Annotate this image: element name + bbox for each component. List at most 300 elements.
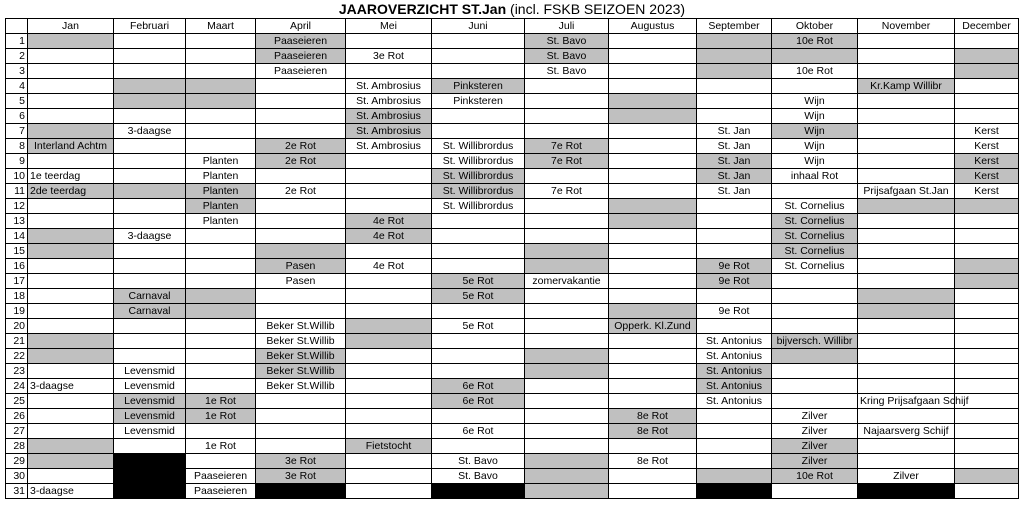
event-cell-september	[697, 49, 772, 64]
event-cell-oktober	[772, 49, 858, 64]
event-cell-maart	[186, 349, 256, 364]
month-header-jan: Jan	[28, 19, 114, 34]
event-cell-oktober: Zilver	[772, 409, 858, 424]
event-cell-september: St. Jan	[697, 124, 772, 139]
event-cell-oktober	[772, 349, 858, 364]
day-number: 23	[6, 364, 28, 379]
table-row	[6, 349, 1019, 364]
title-main: JAAROVERZICHT ST.Jan	[338, 1, 507, 17]
event-cell-februari	[114, 259, 186, 274]
month-header-november: November	[858, 19, 955, 34]
event-cell-september	[697, 109, 772, 124]
event-cell-december	[955, 274, 1019, 289]
event-cell-oktober: Wijn	[772, 109, 858, 124]
day-number: 28	[6, 439, 28, 454]
event-cell-mei	[346, 289, 432, 304]
day-number: 22	[6, 349, 28, 364]
event-cell-december	[955, 424, 1019, 439]
event-cell-december	[955, 439, 1019, 454]
event-cell-september: St. Jan	[697, 169, 772, 184]
table-row	[6, 214, 1019, 229]
event-cell-april: Beker St.Willib	[256, 334, 346, 349]
event-cell-februari: Levensmid	[114, 379, 186, 394]
table-row	[6, 229, 1019, 244]
event-cell-juni	[432, 259, 525, 274]
event-cell-mei	[346, 184, 432, 199]
event-cell-oktober	[772, 274, 858, 289]
event-cell-maart: Planten	[186, 214, 256, 229]
event-cell-juli	[525, 424, 609, 439]
event-cell-oktober: bijversch. Willibr	[772, 334, 858, 349]
event-cell-augustus: 8e Rot	[609, 424, 697, 439]
day-number: 3	[6, 64, 28, 79]
event-cell-maart	[186, 109, 256, 124]
event-cell-september	[697, 289, 772, 304]
table-row	[6, 424, 1019, 439]
event-cell-september	[697, 229, 772, 244]
event-cell-jan	[28, 259, 114, 274]
event-cell-maart	[186, 319, 256, 334]
day-number: 15	[6, 244, 28, 259]
event-cell-mei	[346, 394, 432, 409]
event-cell-jan	[28, 154, 114, 169]
day-number: 11	[6, 184, 28, 199]
event-cell-april	[256, 394, 346, 409]
event-cell-november	[858, 139, 955, 154]
event-cell-mei	[346, 169, 432, 184]
event-cell-mei: St. Ambrosius	[346, 94, 432, 109]
event-cell-april	[256, 169, 346, 184]
day-number: 2	[6, 49, 28, 64]
event-cell-mei: 4e Rot	[346, 229, 432, 244]
event-cell-augustus	[609, 199, 697, 214]
event-cell-jan	[28, 64, 114, 79]
event-cell-jan: Interland Achtm	[28, 139, 114, 154]
event-cell-maart	[186, 139, 256, 154]
table-row	[6, 124, 1019, 139]
month-header-juni: Juni	[432, 19, 525, 34]
event-cell-jan	[28, 394, 114, 409]
event-cell-jan	[28, 469, 114, 484]
event-cell-juli: 7e Rot	[525, 184, 609, 199]
event-cell-juni: 6e Rot	[432, 394, 525, 409]
event-cell-juli	[525, 124, 609, 139]
event-cell-mei: 3e Rot	[346, 49, 432, 64]
event-cell-mei: 4e Rot	[346, 214, 432, 229]
event-cell-december	[955, 64, 1019, 79]
event-cell-december	[955, 409, 1019, 424]
day-number: 4	[6, 79, 28, 94]
event-cell-november	[858, 259, 955, 274]
day-number: 26	[6, 409, 28, 424]
event-cell-augustus	[609, 139, 697, 154]
event-cell-mei: St. Ambrosius	[346, 124, 432, 139]
event-cell-jan	[28, 124, 114, 139]
event-cell-april	[256, 484, 346, 499]
table-row	[6, 289, 1019, 304]
event-cell-mei: St. Ambrosius	[346, 109, 432, 124]
event-cell-juli	[525, 334, 609, 349]
event-cell-augustus	[609, 34, 697, 49]
day-number: 12	[6, 199, 28, 214]
event-cell-mei: 4e Rot	[346, 259, 432, 274]
event-cell-december	[955, 484, 1019, 499]
event-cell-februari: Levensmid	[114, 424, 186, 439]
event-cell-oktober: Zilver	[772, 454, 858, 469]
event-cell-december	[955, 454, 1019, 469]
event-cell-jan	[28, 109, 114, 124]
event-cell-oktober	[772, 289, 858, 304]
event-cell-oktober: inhaal Rot	[772, 169, 858, 184]
event-cell-maart: Paaseieren	[186, 484, 256, 499]
table-body	[6, 34, 1019, 499]
event-cell-februari	[114, 139, 186, 154]
event-cell-maart	[186, 229, 256, 244]
month-header-juli: Juli	[525, 19, 609, 34]
event-cell-februari	[114, 94, 186, 109]
event-cell-augustus	[609, 259, 697, 274]
event-cell-jan	[28, 409, 114, 424]
event-cell-juli	[525, 304, 609, 319]
event-cell-september	[697, 64, 772, 79]
event-cell-juni	[432, 349, 525, 364]
event-cell-mei	[346, 424, 432, 439]
event-cell-december	[955, 214, 1019, 229]
event-cell-maart: 1e Rot	[186, 409, 256, 424]
event-cell-oktober	[772, 364, 858, 379]
event-cell-jan	[28, 454, 114, 469]
event-cell-juli	[525, 259, 609, 274]
event-cell-jan	[28, 49, 114, 64]
event-cell-maart: Planten	[186, 184, 256, 199]
event-cell-juni: 6e Rot	[432, 379, 525, 394]
event-cell-mei	[346, 304, 432, 319]
event-cell-maart	[186, 304, 256, 319]
table-row	[6, 469, 1019, 484]
event-cell-april: Paaseieren	[256, 34, 346, 49]
day-number: 7	[6, 124, 28, 139]
event-cell-juli	[525, 319, 609, 334]
event-cell-maart	[186, 94, 256, 109]
table-row	[6, 334, 1019, 349]
event-cell-juni	[432, 49, 525, 64]
event-cell-maart	[186, 64, 256, 79]
event-cell-februari	[114, 454, 186, 469]
event-cell-april: Beker St.Willib	[256, 364, 346, 379]
day-number: 13	[6, 214, 28, 229]
event-cell-juni	[432, 214, 525, 229]
event-cell-augustus	[609, 349, 697, 364]
event-cell-juni	[432, 229, 525, 244]
event-cell-februari	[114, 154, 186, 169]
event-cell-oktober: St. Cornelius	[772, 244, 858, 259]
event-cell-november: Zilver	[858, 469, 955, 484]
event-cell-juli: St. Bavo	[525, 34, 609, 49]
event-cell-september	[697, 454, 772, 469]
table-row	[6, 274, 1019, 289]
day-number: 9	[6, 154, 28, 169]
event-cell-december: Kerst	[955, 124, 1019, 139]
event-cell-juli	[525, 454, 609, 469]
event-cell-mei	[346, 244, 432, 259]
event-cell-augustus	[609, 64, 697, 79]
day-number: 24	[6, 379, 28, 394]
event-cell-jan	[28, 424, 114, 439]
event-cell-september: St. Antonius	[697, 364, 772, 379]
event-cell-april: Paaseieren	[256, 49, 346, 64]
event-cell-februari	[114, 484, 186, 499]
day-number: 1	[6, 34, 28, 49]
event-cell-februari	[114, 334, 186, 349]
event-cell-mei	[346, 334, 432, 349]
event-cell-april	[256, 439, 346, 454]
event-cell-april	[256, 244, 346, 259]
event-cell-juli: zomervakantie	[525, 274, 609, 289]
event-cell-maart	[186, 79, 256, 94]
event-cell-april	[256, 79, 346, 94]
month-header-februari: Februari	[114, 19, 186, 34]
event-cell-oktober	[772, 184, 858, 199]
event-cell-juni	[432, 484, 525, 499]
event-cell-augustus	[609, 214, 697, 229]
table-row	[6, 154, 1019, 169]
event-cell-september	[697, 484, 772, 499]
event-cell-februari	[114, 49, 186, 64]
event-cell-september	[697, 424, 772, 439]
event-cell-augustus	[609, 154, 697, 169]
event-cell-november	[858, 64, 955, 79]
event-cell-maart	[186, 334, 256, 349]
event-cell-februari	[114, 274, 186, 289]
table-row	[6, 184, 1019, 199]
event-cell-juli	[525, 364, 609, 379]
event-cell-maart	[186, 454, 256, 469]
event-cell-jan	[28, 304, 114, 319]
event-cell-jan	[28, 199, 114, 214]
event-cell-oktober: Zilver	[772, 439, 858, 454]
event-cell-februari: Levensmid	[114, 364, 186, 379]
event-cell-april: 2e Rot	[256, 154, 346, 169]
event-cell-jan	[28, 289, 114, 304]
day-number: 8	[6, 139, 28, 154]
event-cell-jan	[28, 229, 114, 244]
event-cell-april	[256, 124, 346, 139]
event-cell-november	[858, 169, 955, 184]
event-cell-februari: Carnaval	[114, 289, 186, 304]
event-cell-december	[955, 469, 1019, 484]
event-cell-september	[697, 79, 772, 94]
event-cell-februari	[114, 184, 186, 199]
month-header-oktober: Oktober	[772, 19, 858, 34]
event-cell-februari	[114, 319, 186, 334]
event-cell-november	[858, 34, 955, 49]
event-cell-jan	[28, 364, 114, 379]
event-cell-april: Pasen	[256, 259, 346, 274]
event-cell-juni: 5e Rot	[432, 274, 525, 289]
event-cell-augustus	[609, 109, 697, 124]
day-number: 19	[6, 304, 28, 319]
table-row	[6, 319, 1019, 334]
event-cell-mei	[346, 319, 432, 334]
event-cell-april	[256, 289, 346, 304]
event-cell-maart	[186, 244, 256, 259]
event-cell-april	[256, 304, 346, 319]
event-cell-juni	[432, 34, 525, 49]
event-cell-augustus	[609, 439, 697, 454]
event-cell-augustus	[609, 469, 697, 484]
event-cell-april: Beker St.Willib	[256, 319, 346, 334]
event-cell-november	[858, 349, 955, 364]
event-cell-juni: Pinksteren	[432, 94, 525, 109]
event-cell-december	[955, 304, 1019, 319]
event-cell-augustus	[609, 79, 697, 94]
event-cell-oktober: 10e Rot	[772, 34, 858, 49]
event-cell-april	[256, 409, 346, 424]
event-cell-september	[697, 244, 772, 259]
event-cell-december	[955, 334, 1019, 349]
event-cell-december	[955, 34, 1019, 49]
table-row	[6, 94, 1019, 109]
event-cell-maart: Planten	[186, 169, 256, 184]
event-cell-april: Beker St.Willib	[256, 349, 346, 364]
event-cell-november	[858, 214, 955, 229]
event-cell-mei	[346, 409, 432, 424]
event-cell-juli	[525, 484, 609, 499]
event-cell-juli	[525, 394, 609, 409]
event-cell-oktober: Zilver	[772, 424, 858, 439]
event-cell-november	[858, 334, 955, 349]
event-cell-november	[858, 454, 955, 469]
event-cell-augustus	[609, 94, 697, 109]
event-cell-september	[697, 469, 772, 484]
title-sub: (incl. FSKB SEIZOEN 2023)	[506, 1, 686, 17]
event-cell-mei	[346, 274, 432, 289]
event-cell-november: Najaarsverg Schijf	[858, 424, 955, 439]
event-cell-juni: St. Willibrordus	[432, 169, 525, 184]
event-cell-mei	[346, 154, 432, 169]
day-number: 25	[6, 394, 28, 409]
event-cell-augustus: Opperk. Kl.Zund	[609, 319, 697, 334]
event-cell-jan	[28, 34, 114, 49]
event-cell-oktober: Wijn	[772, 124, 858, 139]
event-cell-december	[955, 199, 1019, 214]
event-cell-jan	[28, 319, 114, 334]
event-cell-maart	[186, 34, 256, 49]
day-number: 29	[6, 454, 28, 469]
event-cell-juli	[525, 94, 609, 109]
month-header-september: September	[697, 19, 772, 34]
event-cell-maart	[186, 364, 256, 379]
event-cell-jan	[28, 214, 114, 229]
event-cell-jan: 3-daagse	[28, 484, 114, 499]
event-cell-februari	[114, 469, 186, 484]
event-cell-augustus	[609, 49, 697, 64]
event-cell-juni	[432, 304, 525, 319]
event-cell-juni: St. Willibrordus	[432, 184, 525, 199]
event-cell-juli	[525, 409, 609, 424]
event-cell-juni	[432, 244, 525, 259]
event-cell-november: Kring Prijsafgaan Schijf	[858, 394, 955, 409]
day-number: 31	[6, 484, 28, 499]
day-number: 20	[6, 319, 28, 334]
event-cell-maart: Planten	[186, 154, 256, 169]
event-cell-juni: St. Willibrordus	[432, 199, 525, 214]
table-row	[6, 199, 1019, 214]
event-cell-september	[697, 214, 772, 229]
event-cell-april: 2e Rot	[256, 184, 346, 199]
event-cell-juni	[432, 364, 525, 379]
event-cell-december	[955, 79, 1019, 94]
event-cell-juli	[525, 439, 609, 454]
event-cell-juli	[525, 289, 609, 304]
event-cell-jan: 1e teerdag	[28, 169, 114, 184]
event-cell-november	[858, 439, 955, 454]
day-header	[6, 19, 28, 34]
event-cell-april	[256, 424, 346, 439]
event-cell-december	[955, 109, 1019, 124]
event-cell-juni	[432, 109, 525, 124]
event-cell-oktober	[772, 394, 858, 409]
event-cell-juli	[525, 379, 609, 394]
event-cell-augustus	[609, 334, 697, 349]
event-cell-maart: 1e Rot	[186, 394, 256, 409]
event-cell-jan: 2de teerdag	[28, 184, 114, 199]
event-cell-november	[858, 109, 955, 124]
event-cell-september: 9e Rot	[697, 259, 772, 274]
event-cell-mei	[346, 454, 432, 469]
event-cell-februari	[114, 64, 186, 79]
event-cell-april	[256, 214, 346, 229]
event-cell-april: Paaseieren	[256, 64, 346, 79]
event-cell-mei: Fietstocht	[346, 439, 432, 454]
event-cell-december: Kerst	[955, 154, 1019, 169]
table-row	[6, 64, 1019, 79]
day-number: 16	[6, 259, 28, 274]
table-row	[6, 259, 1019, 274]
month-header-april: April	[256, 19, 346, 34]
event-cell-november	[858, 409, 955, 424]
event-cell-september: St. Jan	[697, 184, 772, 199]
event-cell-maart	[186, 274, 256, 289]
event-cell-oktober: St. Cornelius	[772, 229, 858, 244]
event-cell-oktober: Wijn	[772, 94, 858, 109]
event-cell-mei	[346, 349, 432, 364]
event-cell-september	[697, 409, 772, 424]
event-cell-juli: St. Bavo	[525, 64, 609, 79]
month-header-december: December	[955, 19, 1019, 34]
event-cell-november	[858, 199, 955, 214]
table-row	[6, 139, 1019, 154]
event-cell-februari: 3-daagse	[114, 124, 186, 139]
event-cell-oktober: 10e Rot	[772, 64, 858, 79]
event-cell-februari	[114, 244, 186, 259]
table-row	[6, 454, 1019, 469]
event-cell-oktober: 10e Rot	[772, 469, 858, 484]
event-cell-november	[858, 379, 955, 394]
table-row	[6, 439, 1019, 454]
event-cell-juli	[525, 199, 609, 214]
event-cell-augustus	[609, 124, 697, 139]
event-cell-september: St. Antonius	[697, 334, 772, 349]
event-cell-jan	[28, 79, 114, 94]
event-cell-mei: St. Ambrosius	[346, 79, 432, 94]
event-cell-oktober	[772, 319, 858, 334]
event-cell-november	[858, 229, 955, 244]
event-cell-september: St. Jan	[697, 154, 772, 169]
table-row	[6, 394, 1019, 409]
event-cell-april	[256, 199, 346, 214]
event-cell-november	[858, 244, 955, 259]
